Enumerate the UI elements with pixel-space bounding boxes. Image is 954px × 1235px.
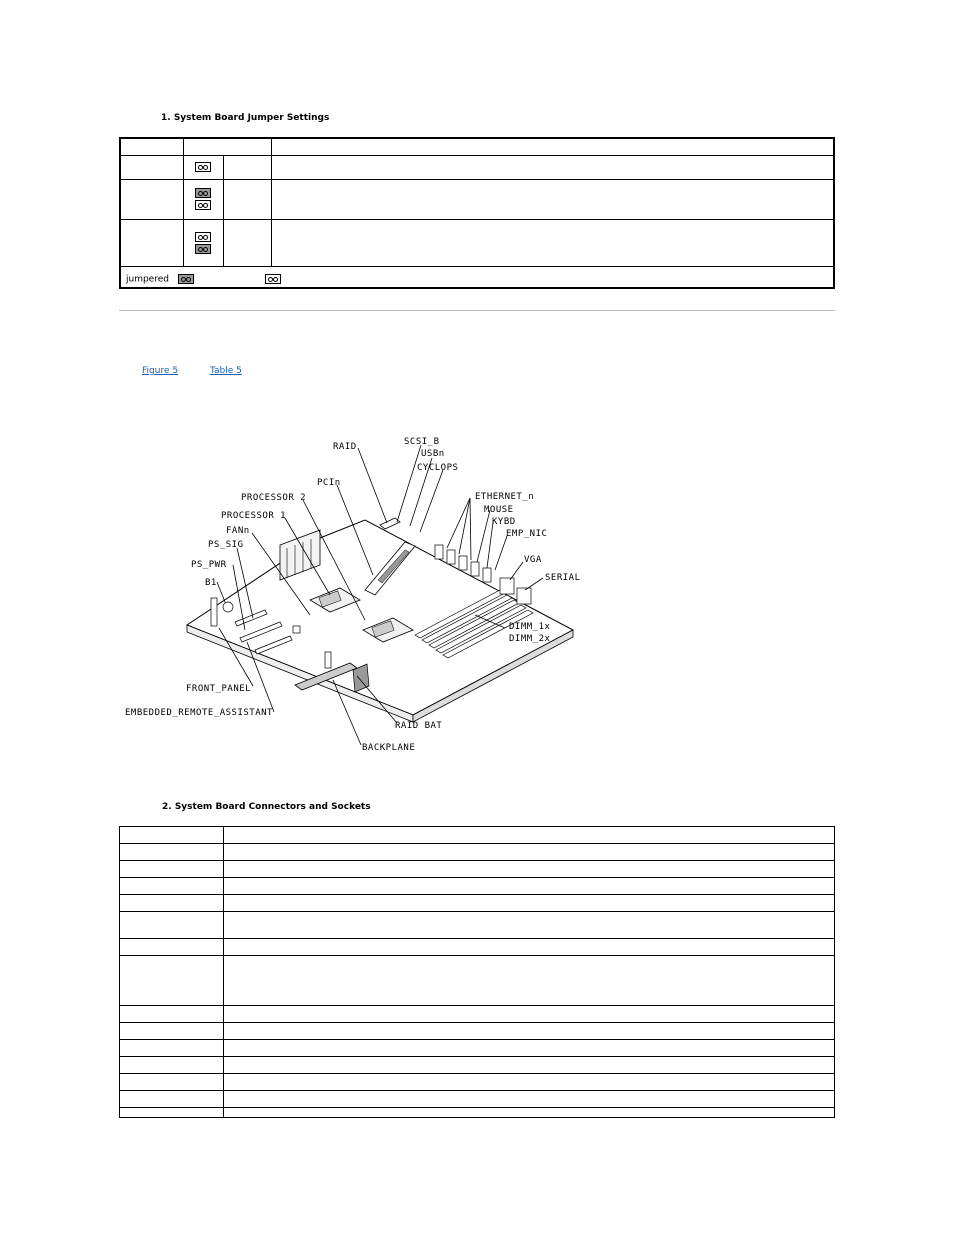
table-cell [224, 1040, 835, 1057]
system-board-diagram [115, 430, 595, 760]
table-cell [120, 1108, 224, 1118]
table-cell [224, 1108, 835, 1118]
label-mouse: MOUSE [484, 505, 514, 515]
label-processor-1: PROCESSOR 1 [221, 511, 287, 521]
table-row [120, 1023, 835, 1040]
jumper-open-icon [195, 162, 211, 172]
table-row [120, 912, 835, 939]
table-cell [224, 827, 835, 844]
table-cell [120, 1074, 224, 1091]
label-raid: RAID [333, 442, 357, 452]
label-fan: FANn [226, 526, 250, 536]
label-serial: SERIAL [545, 573, 581, 583]
table-cell [120, 956, 224, 1006]
table-cell [224, 878, 835, 895]
table-cell [224, 844, 835, 861]
raid-connector [380, 518, 400, 529]
label-embedded-remote-assistant: EMBEDDED_REMOTE_ASSISTANT [125, 708, 273, 718]
table-cell [183, 179, 223, 219]
table2-caption: 2. System Board Connectors and Sockets [162, 802, 371, 812]
table-cell [224, 861, 835, 878]
label-b1: B1 [205, 578, 217, 588]
label-vga: VGA [524, 555, 542, 565]
table-cell [224, 1074, 835, 1091]
jumper-open-icon [265, 274, 281, 284]
label-ps-pwr: PS_PWR [191, 560, 227, 570]
label-pci: PCIn [317, 478, 341, 488]
table-cell [183, 155, 223, 179]
jumper-open-icon [195, 200, 211, 210]
table-cell [183, 219, 223, 266]
table-row [120, 1108, 835, 1118]
table-cell [120, 844, 224, 861]
jumper-settings-table [119, 137, 835, 289]
table-cell [224, 939, 835, 956]
label-kybd: KYBD [492, 517, 516, 527]
label-scsi-b: SCSI_B [404, 437, 440, 447]
label-dimm-2: DIMM_2x [509, 634, 551, 644]
table-row [120, 219, 834, 266]
table-row [120, 861, 835, 878]
figure-link[interactable]: Figure 5 [142, 366, 179, 376]
table-cell [120, 895, 224, 912]
table-cell [120, 1023, 224, 1040]
section-divider [119, 310, 835, 311]
legend-jumpered-label: jumpered [126, 274, 169, 284]
label-emp-nic: EMP_NIC [506, 529, 548, 539]
table-row [120, 1074, 835, 1091]
table-cell [224, 1057, 835, 1074]
table-row [120, 878, 835, 895]
table-row [120, 1091, 835, 1108]
table-link[interactable]: Table 5 [210, 366, 242, 376]
table-cell [271, 219, 834, 266]
table-cell [271, 138, 834, 155]
table-cell [224, 895, 835, 912]
table-cell [120, 219, 183, 266]
label-ethernet: ETHERNET_n [475, 492, 535, 502]
table-cell [120, 878, 224, 895]
table-cell [120, 138, 183, 155]
table-cell [120, 939, 224, 956]
table-cell [120, 912, 224, 939]
table-cell [183, 138, 271, 155]
jumper-closed-icon [178, 274, 194, 284]
table-row [120, 1040, 835, 1057]
label-raid-bat: RAID BAT [395, 721, 443, 731]
table-cell [224, 1006, 835, 1023]
table-cell [120, 1057, 224, 1074]
table-row [120, 956, 835, 1006]
jumper-open-icon [195, 232, 211, 242]
table-cell [224, 1091, 835, 1108]
table-cell [120, 179, 183, 219]
jumper-closed-icon [195, 244, 211, 254]
table-row [120, 1057, 835, 1074]
table-cell [120, 155, 183, 179]
table-cell [224, 1023, 835, 1040]
table-row [120, 266, 834, 288]
table-cell [271, 179, 834, 219]
table-cell [223, 155, 271, 179]
table-cell [223, 179, 271, 219]
table-cell [224, 912, 835, 939]
table-row [120, 138, 834, 155]
table-row [120, 1006, 835, 1023]
table-row [120, 939, 835, 956]
label-usb: USBn [421, 449, 445, 459]
connectors-sockets-table [119, 826, 835, 1118]
table-cell [120, 1040, 224, 1057]
table-row [120, 895, 835, 912]
label-processor-2: PROCESSOR 2 [241, 493, 307, 503]
table-cell [120, 1006, 224, 1023]
table-row [120, 155, 834, 179]
jumper-closed-icon [195, 188, 211, 198]
label-front-panel: FRONT_PANEL [186, 684, 252, 694]
table-cell [120, 827, 224, 844]
table-cell [120, 861, 224, 878]
table-row [120, 844, 835, 861]
table-row [120, 179, 834, 219]
table-row [120, 827, 835, 844]
label-ps-sig: PS_SIG [208, 540, 244, 550]
table1-caption: 1. System Board Jumper Settings [161, 113, 330, 123]
label-dimm-1: DIMM_1x [509, 622, 551, 632]
table-cell [271, 155, 834, 179]
legend-cell [120, 266, 834, 288]
table-cell [223, 219, 271, 266]
label-backplane: BACKPLANE [362, 743, 416, 753]
table-cell [224, 956, 835, 1006]
label-cyclops: CYCLOPS [417, 463, 459, 473]
table-cell [120, 1091, 224, 1108]
